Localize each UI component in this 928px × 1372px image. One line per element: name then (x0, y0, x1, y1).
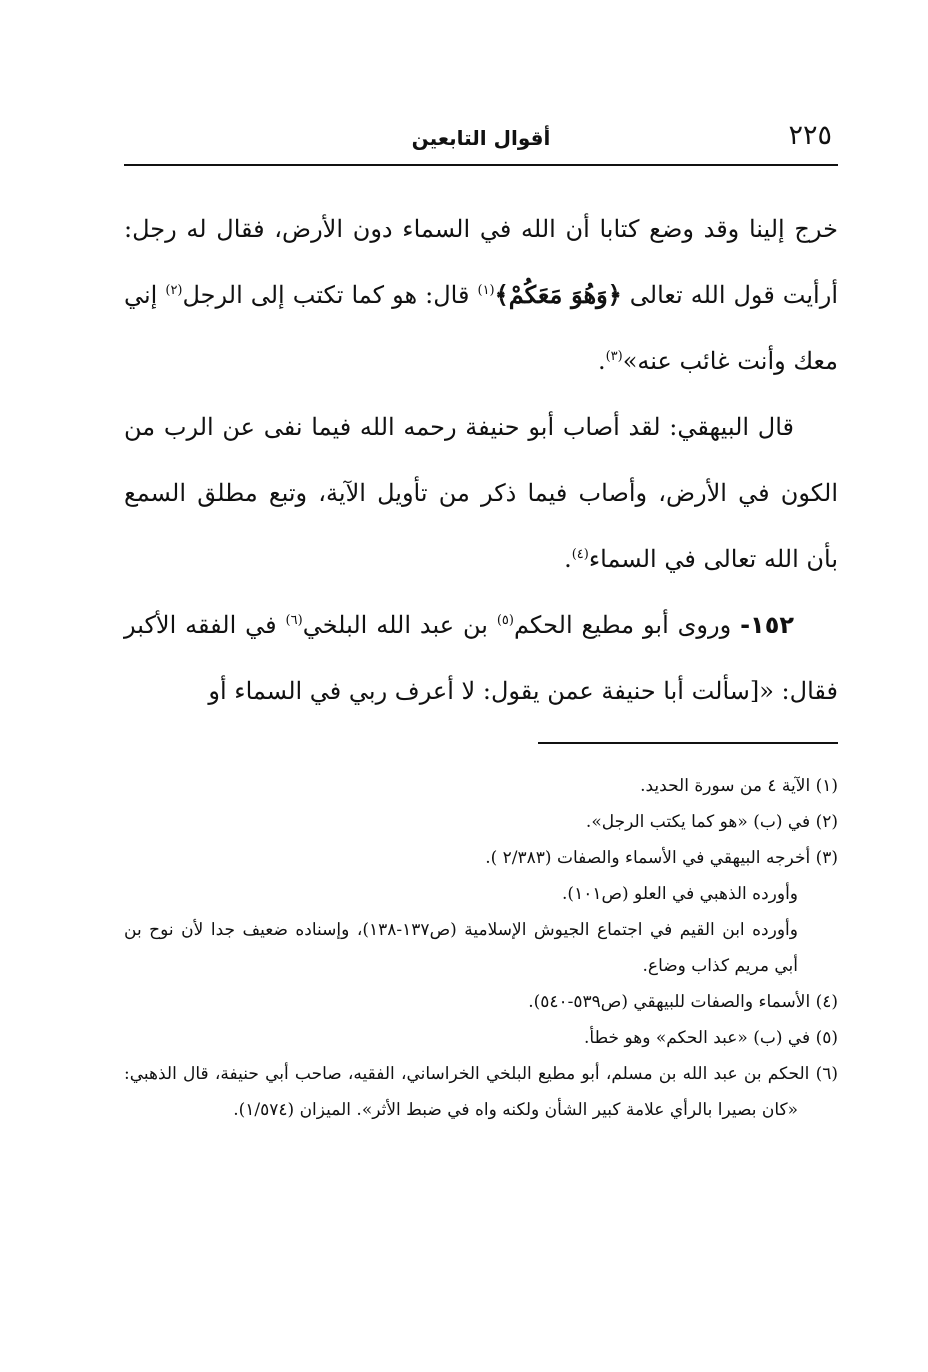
paragraph-1 (124, 196, 838, 394)
narration-number: ١٥٢- (740, 611, 794, 639)
running-header (124, 118, 838, 166)
footnote-5: (٥) في (ب) «عبد الحكم» وهو خطأ. (584, 1028, 838, 1048)
footnote-2: (٢) في (ب) «هو كما يكتب الرجل». (585, 812, 838, 832)
page-number: ٢٢٥ (788, 120, 832, 151)
paragraph-1-text-b: قال: هو كما تكتب إلى الرجل (182, 281, 478, 309)
paragraph-2-text-a: قال البيهقي: لقد أصاب أبو حنيفة رحمه الله فيما نفى عن الرب من الكون في الأرض، وأصاب فيما ذكر من تأويل الآية، وتبع مطلق السمع بأن الله تعالى في السماء (124, 413, 838, 573)
paragraph-2 (124, 394, 838, 592)
footnote-4: (٤) الأسماء والصفات للبيهقي (ص٥٣٩-٥٤٠). (528, 992, 838, 1012)
footnote-ref-2[interactable]: (٢) (165, 283, 183, 298)
main-text (124, 196, 838, 724)
footnote-3-continuation-1: وأورده الذهبي في العلو (ص١٠١). (562, 884, 798, 904)
footnote-ref-1[interactable]: (١) (477, 283, 495, 298)
footnote-3: (٣) أخرجه البيهقي في الأسماء والصفات (٢/٣٨٣ ). (485, 848, 838, 868)
footnotes (124, 768, 838, 1128)
footnote-3-continuation-2: وأورده ابن القيم في اجتماع الجيوش الإسلامية (ص١٣٧-١٣٨)، وإسناده ضعيف جدا لأن نوح بن أبي مريم كذاب وضاع. (124, 920, 798, 976)
paragraph-1-text-a: خرج إلينا وقد وضع كتابا أن الله في السماء دون الأرض، فقال له رجل: أرأيت قول الله تعالى (124, 215, 838, 309)
paragraph-3-text-a: وروى أبو مطيع الحكم (513, 611, 741, 639)
footnote-1: (١) الآية ٤ من سورة الحديد. (640, 776, 838, 796)
quran-verse: ﴿وَهُوَ مَعَكُمْ﴾ (494, 280, 622, 309)
paragraph-3-text-b: بن عبد الله البلخي (302, 611, 497, 639)
footnote-6: (٦) الحكم بن عبد الله بن مسلم، أبو مطيع البلخي الخراساني، الفقيه، صاحب أبي حنيفة، قال الذهبي: «كان بصيرا بالرأي علامة كبير الشأن ولكنه واه في ضبط الأثر». الميزان (١/٥٧٤). (124, 1064, 838, 1120)
footnote-separator (538, 742, 838, 744)
footnote-ref-6[interactable]: (٦) (285, 613, 303, 628)
paragraph-1-text-c: إني معك وأنت غائب عنه» (124, 281, 838, 375)
paragraph-1-text-d: . (597, 347, 606, 375)
footnote-ref-5[interactable]: (٥) (496, 613, 514, 628)
paragraph-3 (124, 592, 838, 724)
header-title: أقوال التابعين (411, 126, 551, 150)
paragraph-2-text-b: . (564, 545, 572, 573)
footnote-ref-3[interactable]: (٣) (605, 349, 623, 364)
paragraph-3-text-c: في الفقه الأكبر فقال: «[سألت أبا حنيفة عمن يقول: لا أعرف ربي في السماء أو (124, 611, 838, 705)
footnote-ref-4[interactable]: (٤) (571, 547, 589, 562)
